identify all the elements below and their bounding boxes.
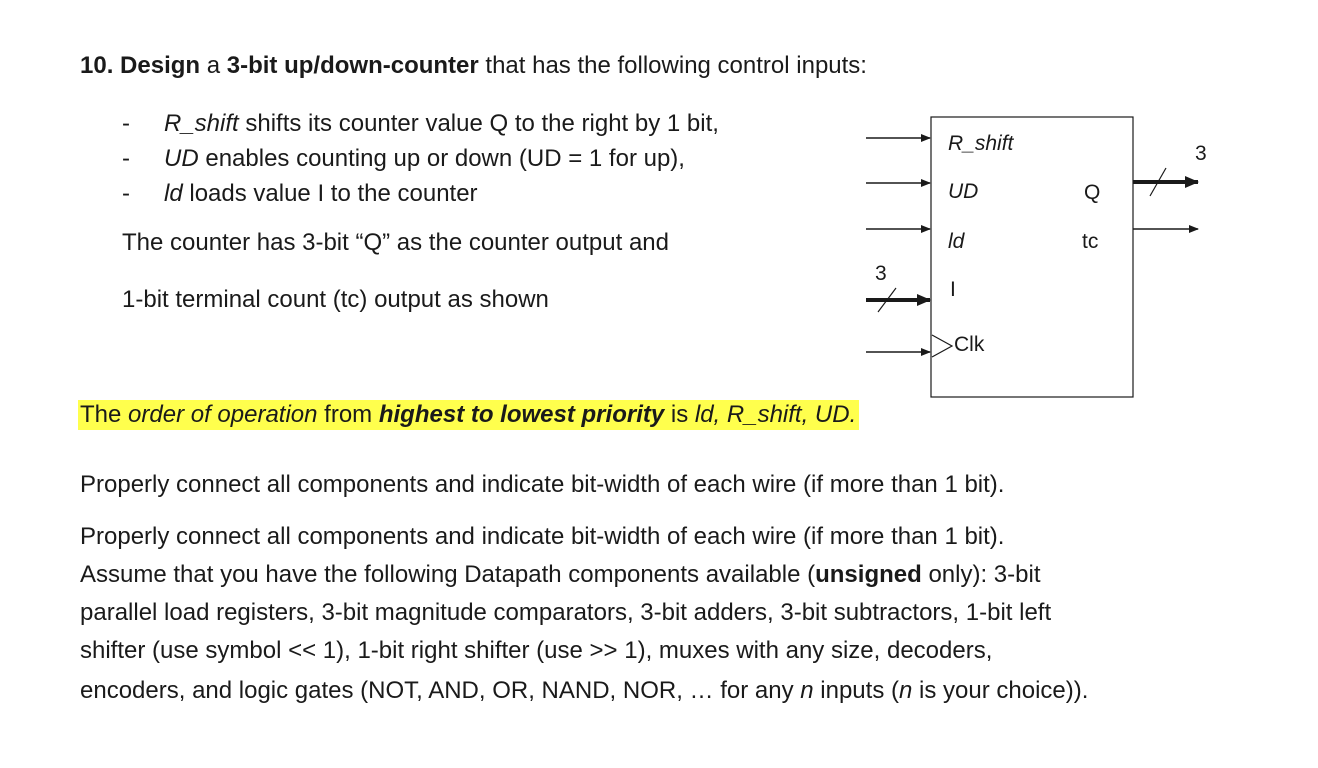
i-label: I: [950, 278, 956, 301]
priority-list: ld, R_shift, UD.: [694, 401, 857, 428]
priority-text: is: [664, 401, 695, 428]
connect-instruction: Properly connect all components and indicate bit-width of each wire (if more than 1 bit).: [80, 471, 1005, 498]
paragraph-line-4: shifter (use symbol << 1), 1-bit right shifter (use >> 1), muxes with any size, decoders,: [80, 637, 993, 664]
paragraph-text: encoders, and logic gates (NOT, AND, OR, NAND, NOR, … for any: [80, 677, 801, 704]
bullet-dash-2: -: [122, 145, 130, 172]
bullet-dash-1: -: [122, 110, 130, 137]
unsigned-term: unsigned: [815, 561, 922, 588]
title-subject: 3-bit up/down-counter: [226, 52, 479, 79]
description-line-2: 1-bit terminal count (tc) output as shown: [122, 286, 549, 313]
paragraph-text: inputs (: [813, 677, 899, 704]
priority-highlow: highest to lowest priority: [378, 401, 665, 428]
paragraph-text: is your choice)).: [912, 677, 1089, 704]
q-bus-width-label: 3: [1195, 142, 1207, 165]
paragraph-text: Assume that you have the following Datapath components available (: [80, 561, 816, 588]
paragraph-line-3: parallel load registers, 3-bit magnitude comparators, 3-bit adders, 3-bit subtractors, 1-bit left: [80, 599, 1052, 626]
bullet-text: shifts its counter value Q to the right by 1 bit,: [238, 110, 719, 137]
priority-order: order of operation: [128, 401, 318, 428]
i-bus-width-label: 3: [875, 262, 887, 285]
title-a: a: [206, 52, 221, 79]
bullet-dash-3: -: [122, 180, 130, 207]
description-line-1: The counter has 3-bit “Q” as the counter output and: [122, 229, 669, 256]
clk-label: Clk: [954, 333, 985, 356]
paragraph-line-1: Properly connect all components and indicate bit-width of each wire (if more than 1 bit).: [80, 523, 1005, 550]
bullet-term: UD: [164, 145, 199, 172]
bullet-text: enables counting up or down (UD = 1 for up),: [198, 145, 685, 172]
paragraph-text: only): 3-bit: [921, 561, 1041, 588]
priority-text: The: [80, 401, 129, 428]
ld-label: ld: [948, 230, 965, 253]
clock-triangle-icon: [932, 335, 952, 357]
title-design: Design: [120, 52, 201, 79]
question-number: 10.: [80, 52, 114, 79]
bullet-term: ld: [164, 180, 183, 207]
q-label: Q: [1084, 181, 1101, 204]
n-variable: n: [898, 677, 913, 704]
title-rest: that has the following control inputs:: [485, 52, 867, 79]
n-variable: n: [800, 677, 814, 704]
bullet-term: R_shift: [164, 110, 239, 137]
ud-label: UD: [948, 180, 979, 203]
priority-text: from: [317, 401, 379, 428]
r-shift-label: R_shift: [948, 132, 1014, 155]
bullet-text: loads value I to the counter: [182, 180, 478, 207]
tc-label: tc: [1082, 230, 1099, 253]
